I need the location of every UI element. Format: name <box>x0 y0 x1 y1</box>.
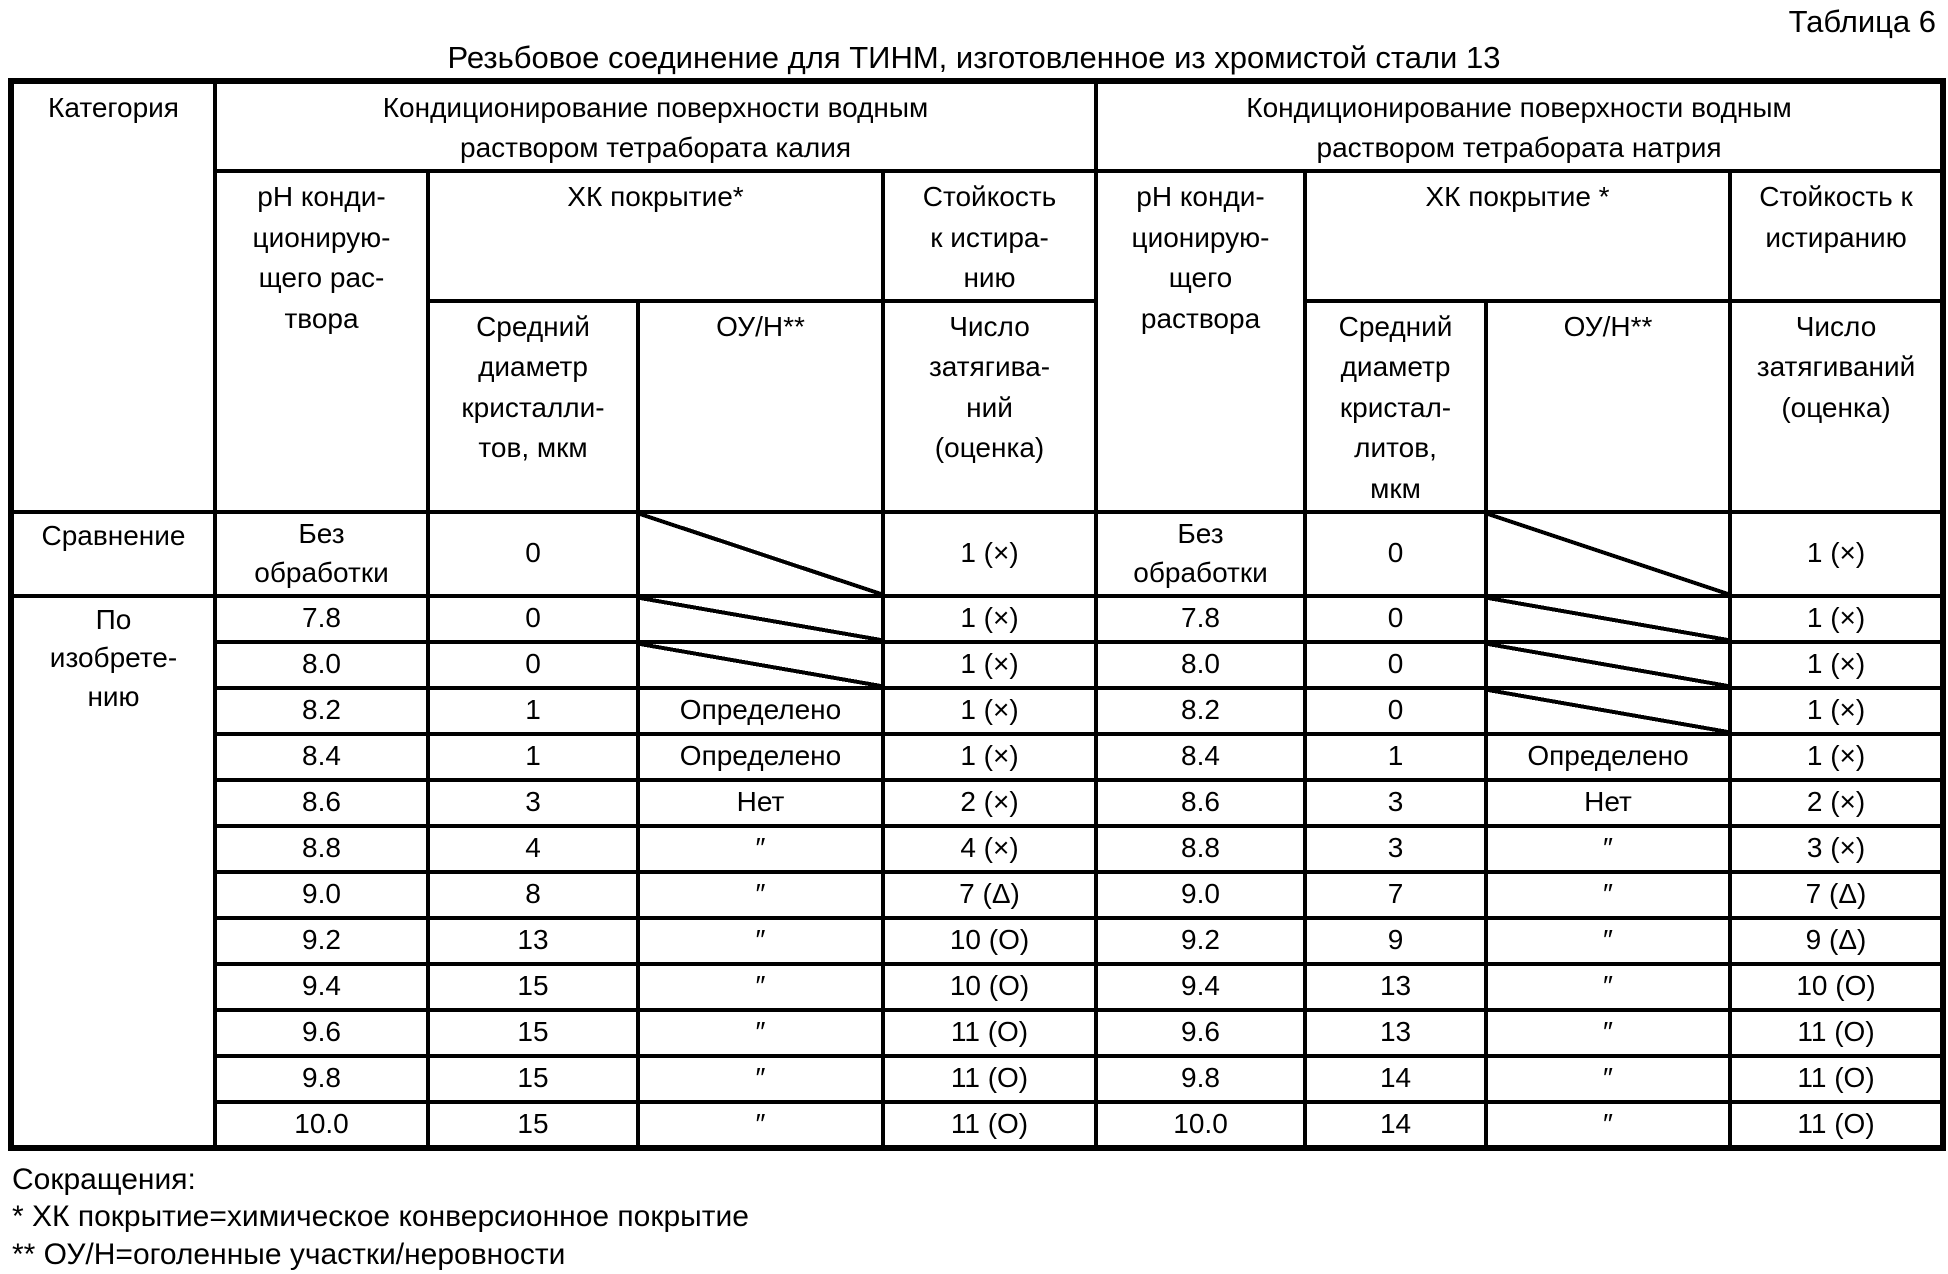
value-cell: Без обработки <box>1096 512 1305 596</box>
coating-header-potassium: ХК покрытие* <box>428 171 883 301</box>
value-cell: 11 (О) <box>883 1056 1096 1102</box>
value-cell: 7 <box>1305 872 1486 918</box>
not-applicable-diagonal-cell <box>1486 596 1730 642</box>
table-row <box>11 596 1943 642</box>
value-cell: 0 <box>428 596 638 642</box>
value-cell: ″ <box>638 964 883 1010</box>
count-header-potassium: Число затягива- ний (оценка) <box>883 301 1096 512</box>
header-row-groups <box>11 81 1943 171</box>
table-row <box>11 1010 1943 1056</box>
value-cell: 9.2 <box>215 918 428 964</box>
table-row <box>11 512 1943 596</box>
value-cell: ″ <box>638 918 883 964</box>
table-row <box>11 1056 1943 1102</box>
value-cell: 3 <box>428 780 638 826</box>
value-cell: Определено <box>1486 734 1730 780</box>
value-cell: 11 (О) <box>1730 1102 1943 1148</box>
value-cell: 15 <box>428 1102 638 1148</box>
abrasion-header-sodium: Стойкость к истиранию <box>1730 171 1943 301</box>
value-cell: 1 (×) <box>1730 642 1943 688</box>
value-cell: 7.8 <box>215 596 428 642</box>
value-cell: ″ <box>1486 964 1730 1010</box>
value-cell: 9 <box>1305 918 1486 964</box>
value-cell: 0 <box>428 642 638 688</box>
value-cell: 1 (×) <box>883 642 1096 688</box>
value-cell: ″ <box>1486 1056 1730 1102</box>
value-cell: ″ <box>1486 918 1730 964</box>
value-cell: 10 (О) <box>1730 964 1943 1010</box>
value-cell: ″ <box>638 1102 883 1148</box>
value-cell: 1 (×) <box>1730 512 1943 596</box>
abrasion-header-potassium: Стойкость к истира- нию <box>883 171 1096 301</box>
category-cell: По изобрете- нию <box>11 596 215 1148</box>
value-cell: 1 <box>428 734 638 780</box>
value-cell: 8.6 <box>215 780 428 826</box>
not-applicable-diagonal-cell <box>638 512 883 596</box>
table-body <box>11 512 1943 1148</box>
value-cell: 2 (×) <box>883 780 1096 826</box>
value-cell: 11 (О) <box>1730 1056 1943 1102</box>
table-row <box>11 964 1943 1010</box>
oun-header-potassium: ОУ/Н** <box>638 301 883 512</box>
value-cell: 15 <box>428 1056 638 1102</box>
value-cell: 8.6 <box>1096 780 1305 826</box>
table-row <box>11 826 1943 872</box>
value-cell: 1 (×) <box>883 734 1096 780</box>
value-cell: 9.6 <box>1096 1010 1305 1056</box>
table-row <box>11 688 1943 734</box>
value-cell: 1 (×) <box>1730 688 1943 734</box>
table-row <box>11 642 1943 688</box>
value-cell: 10 (О) <box>883 918 1096 964</box>
value-cell: Без обработки <box>215 512 428 596</box>
value-cell: 14 <box>1305 1056 1486 1102</box>
value-cell: 15 <box>428 964 638 1010</box>
footnote-coating: * ХК покрытие=химическое конверсионное покрытие <box>12 1200 749 1234</box>
value-cell: 0 <box>1305 642 1486 688</box>
value-cell: 13 <box>1305 964 1486 1010</box>
value-cell: 9 (Δ) <box>1730 918 1943 964</box>
not-applicable-diagonal-cell <box>638 642 883 688</box>
footnote-oun: ** ОУ/Н=оголенные участки/неровности <box>12 1238 566 1272</box>
value-cell: 1 <box>428 688 638 734</box>
ph-header-potassium: pH конди- ционирую- щего рас- твора <box>215 171 428 512</box>
not-applicable-diagonal-cell <box>1486 512 1730 596</box>
value-cell: ″ <box>1486 826 1730 872</box>
category-cell: Сравнение <box>11 512 215 596</box>
value-cell: ″ <box>1486 872 1730 918</box>
value-cell: 8.4 <box>215 734 428 780</box>
value-cell: 11 (О) <box>1730 1010 1943 1056</box>
value-cell: 3 <box>1305 780 1486 826</box>
value-cell: 7.8 <box>1096 596 1305 642</box>
table-row <box>11 1102 1943 1148</box>
value-cell: 9.0 <box>1096 872 1305 918</box>
count-header-sodium: Число затягиваний (оценка) <box>1730 301 1943 512</box>
table-number-label: Таблица 6 <box>1788 4 1936 39</box>
value-cell: 9.0 <box>215 872 428 918</box>
value-cell: ″ <box>638 826 883 872</box>
value-cell: 9.8 <box>215 1056 428 1102</box>
table-row <box>11 918 1943 964</box>
value-cell: ″ <box>638 1010 883 1056</box>
value-cell: 0 <box>1305 512 1486 596</box>
value-cell: 11 (О) <box>883 1102 1096 1148</box>
value-cell: 9.8 <box>1096 1056 1305 1102</box>
value-cell: 7 (Δ) <box>1730 872 1943 918</box>
ph-header-sodium: pH конди- ционирую- щего раствора <box>1096 171 1305 512</box>
not-applicable-diagonal-cell <box>638 596 883 642</box>
header-row-mid <box>11 171 1943 301</box>
value-cell: 1 (×) <box>883 596 1096 642</box>
value-cell: ″ <box>1486 1010 1730 1056</box>
value-cell: ″ <box>638 1056 883 1102</box>
value-cell: 8.2 <box>1096 688 1305 734</box>
diameter-header-potassium: Средний диаметр кристалли- тов, мкм <box>428 301 638 512</box>
coating-header-sodium: ХК покрытие * <box>1305 171 1730 301</box>
group-header-potassium: Кондиционирование поверхности водным раствором тетрабората калия <box>215 81 1096 171</box>
value-cell: Определено <box>638 734 883 780</box>
table-header <box>11 81 1943 512</box>
table-row <box>11 872 1943 918</box>
value-cell: ″ <box>638 872 883 918</box>
value-cell: 10 (О) <box>883 964 1096 1010</box>
value-cell: 2 (×) <box>1730 780 1943 826</box>
value-cell: 9.4 <box>1096 964 1305 1010</box>
value-cell: Нет <box>638 780 883 826</box>
value-cell: Определено <box>638 688 883 734</box>
value-cell: 0 <box>1305 688 1486 734</box>
value-cell: 3 (×) <box>1730 826 1943 872</box>
value-cell: 8.8 <box>1096 826 1305 872</box>
group-header-sodium: Кондиционирование поверхности водным раствором тетрабората натрия <box>1096 81 1943 171</box>
value-cell: 9.6 <box>215 1010 428 1056</box>
not-applicable-diagonal-cell <box>1486 688 1730 734</box>
value-cell: 15 <box>428 1010 638 1056</box>
category-column-header: Категория <box>11 81 215 512</box>
value-cell: 8.4 <box>1096 734 1305 780</box>
value-cell: 8 <box>428 872 638 918</box>
value-cell: 10.0 <box>215 1102 428 1148</box>
value-cell: 9.4 <box>215 964 428 1010</box>
value-cell: 1 (×) <box>1730 734 1943 780</box>
oun-header-sodium: ОУ/Н** <box>1486 301 1730 512</box>
value-cell: 4 <box>428 826 638 872</box>
diameter-header-sodium: Средний диаметр кристал- литов, мкм <box>1305 301 1486 512</box>
footnotes-heading: Сокращения: <box>12 1162 196 1196</box>
footnotes <box>12 1161 1948 1274</box>
value-cell: 8.8 <box>215 826 428 872</box>
value-cell: 9.2 <box>1096 918 1305 964</box>
value-cell: 13 <box>428 918 638 964</box>
value-cell: 1 (×) <box>883 688 1096 734</box>
value-cell: 8.2 <box>215 688 428 734</box>
value-cell: 3 <box>1305 826 1486 872</box>
value-cell: 0 <box>428 512 638 596</box>
table-row <box>11 780 1943 826</box>
value-cell: Нет <box>1486 780 1730 826</box>
value-cell: 1 <box>1305 734 1486 780</box>
value-cell: 8.0 <box>215 642 428 688</box>
value-cell: 14 <box>1305 1102 1486 1148</box>
value-cell: 13 <box>1305 1010 1486 1056</box>
value-cell: 10.0 <box>1096 1102 1305 1148</box>
value-cell: ″ <box>1486 1102 1730 1148</box>
value-cell: 7 (Δ) <box>883 872 1096 918</box>
table-title: Резьбовое соединение для ТИНМ, изготовленное из хромистой стали 13 <box>447 39 1501 75</box>
value-cell: 11 (О) <box>883 1010 1096 1056</box>
value-cell: 1 (×) <box>1730 596 1943 642</box>
not-applicable-diagonal-cell <box>1486 642 1730 688</box>
data-table <box>8 78 1946 1151</box>
value-cell: 8.0 <box>1096 642 1305 688</box>
value-cell: 4 (×) <box>883 826 1096 872</box>
value-cell: 1 (×) <box>883 512 1096 596</box>
table-row <box>11 734 1943 780</box>
value-cell: 0 <box>1305 596 1486 642</box>
